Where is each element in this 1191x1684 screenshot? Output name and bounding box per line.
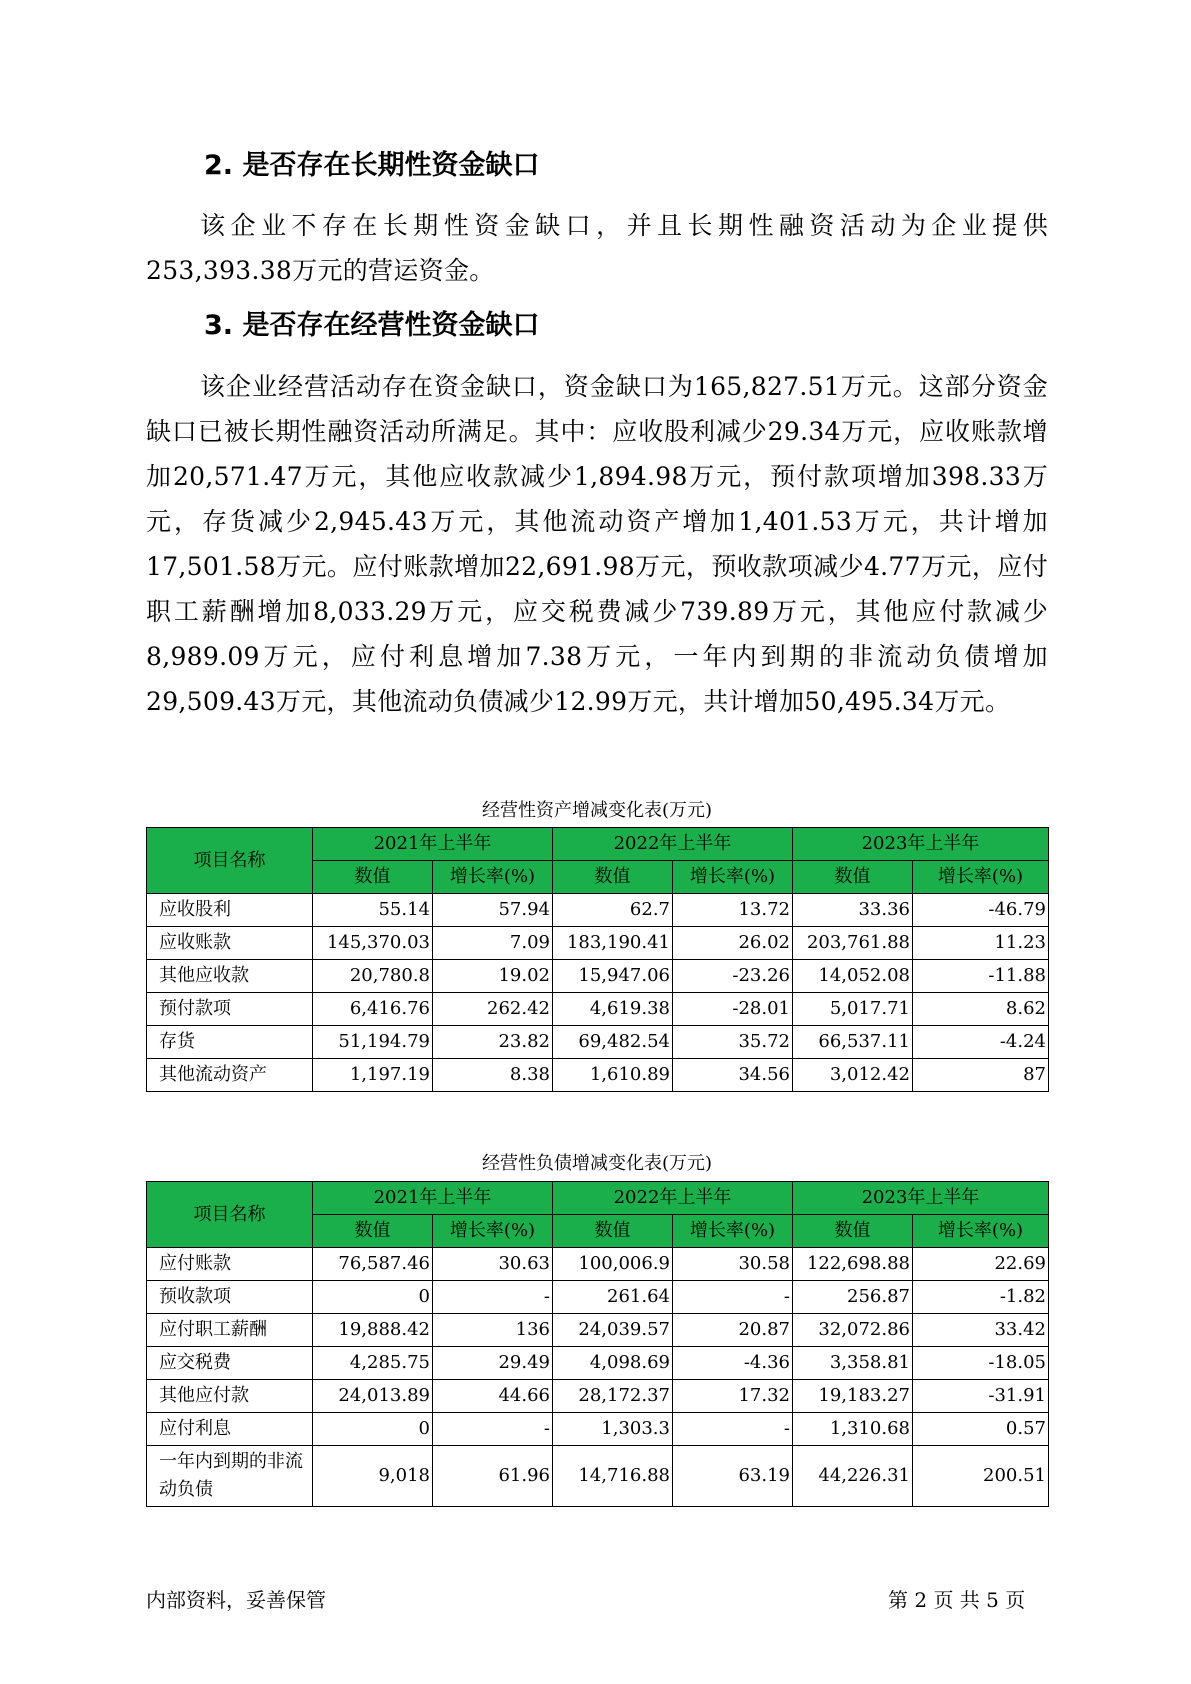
table-cell: - [433,1413,553,1446]
row-label: 应收股利 [147,894,313,927]
table-cell: 261.64 [553,1281,673,1314]
table-cell: 29.49 [433,1347,553,1380]
table-cell: -46.79 [913,894,1049,927]
table-cell: 24,013.89 [313,1380,433,1413]
table-cell: 87 [913,1059,1049,1092]
footer-page-number: 第 2 页 共 5 页 [888,1588,1026,1612]
row-label: 应交税费 [147,1347,313,1380]
table-cell: 0 [313,1413,433,1446]
column-header-item-name: 项目名称 [147,1182,313,1248]
footer-confidential-note: 内部资料，妥善保管 [146,1588,326,1612]
table-cell: 32,072.86 [793,1314,913,1347]
row-label: 其他应收款 [147,960,313,993]
row-label: 预收款项 [147,1281,313,1314]
table-cell: 100,006.9 [553,1248,673,1281]
operating-assets-table [146,827,1049,1092]
column-header-growth-rate: 增长率(%) [673,1215,793,1248]
column-header-growth-rate: 增长率(%) [913,861,1049,894]
column-header-value: 数值 [793,1215,913,1248]
row-label: 其他流动资产 [147,1059,313,1092]
row-label: 应收账款 [147,927,313,960]
table-cell: 1,197.19 [313,1059,433,1092]
column-header-growth-rate: 增长率(%) [913,1215,1049,1248]
table-row [147,894,1049,927]
table-cell: 1,310.68 [793,1413,913,1446]
table-cell: -31.91 [913,1380,1049,1413]
table-cell: 3,358.81 [793,1347,913,1380]
column-header-value: 数值 [793,861,913,894]
table-cell: 34.56 [673,1059,793,1092]
column-header-value: 数值 [553,861,673,894]
table-cell: 57.94 [433,894,553,927]
table-row [147,1026,1049,1059]
table-cell: 262.42 [433,993,553,1026]
table-cell: 4,619.38 [553,993,673,1026]
table-cell: 19,183.27 [793,1380,913,1413]
table-cell: 122,698.88 [793,1248,913,1281]
table-cell: 30.58 [673,1248,793,1281]
table-row [147,960,1049,993]
table-cell: 136 [433,1314,553,1347]
table-cell: - [433,1281,553,1314]
column-header-growth-rate: 增长率(%) [673,861,793,894]
table-cell: 5,017.71 [793,993,913,1026]
table-cell: 63.19 [673,1446,793,1507]
table-row [147,1314,1049,1347]
table-cell: 66,537.11 [793,1026,913,1059]
table-cell: 1,303.3 [553,1413,673,1446]
section-heading-operating-gap: 3. 是否存在经营性资金缺口 [204,310,540,341]
row-label: 应付账款 [147,1248,313,1281]
table-cell: -18.05 [913,1347,1049,1380]
table-cell: 14,052.08 [793,960,913,993]
row-label: 其他应付款 [147,1380,313,1413]
table-cell: 24,039.57 [553,1314,673,1347]
table-cell: 19,888.42 [313,1314,433,1347]
column-header-period: 2022年上半年 [553,828,793,861]
table-row [147,1347,1049,1380]
table-cell: 33.42 [913,1314,1049,1347]
table-cell: -4.36 [673,1347,793,1380]
table-cell: 44.66 [433,1380,553,1413]
column-header-item-name: 项目名称 [147,828,313,894]
column-header-value: 数值 [313,1215,433,1248]
table-cell: 61.96 [433,1446,553,1507]
table-cell: 44,226.31 [793,1446,913,1507]
table-cell: 20.87 [673,1314,793,1347]
table-cell: 8.38 [433,1059,553,1092]
table-cell: 28,172.37 [553,1380,673,1413]
table-caption-operating-assets: 经营性资产增减变化表(万元) [481,800,713,821]
column-header-period: 2023年上半年 [793,828,1049,861]
table-cell: 6,416.76 [313,993,433,1026]
paragraph-longterm-gap: 该企业不存在长期性资金缺口，并且长期性融资活动为企业提供253,393.38万元的营运资金。 [146,211,1048,285]
table-cell: 1,610.89 [553,1059,673,1092]
table-cell: 17.32 [673,1380,793,1413]
paragraph-operating-gap: 该企业经营活动存在资金缺口，资金缺口为165,827.51万元。这部分资金缺口已被长期性融资活动所满足。其中：应收股利减少29.34万元，应收账款增加20,571.47万元，其他应收款减少1,894.98万元，预付款项增加398.33万元，存货减少2,945.43万元，其他流动资产增加1,401.53万元，共计增加17,501.58万元。应付账款增加22,691.98万元，预收款项减少4.77万元，应付职工薪酬增加8,033.29万元，应交税费减少739.89万元，其他应付款减少8,989.09万元，应付利息增加7.38万元，一年内到期的非流动负债增加29,509.43万元，其他流动负债减少12.99万元，共计增加50,495.34万元。 [146,372,1048,716]
column-header-period: 2023年上半年 [793,1182,1049,1215]
table-cell: 14,716.88 [553,1446,673,1507]
table-cell: - [673,1413,793,1446]
table-cell: 7.09 [433,927,553,960]
table-cell: 11.23 [913,927,1049,960]
row-label: 应付职工薪酬 [147,1314,313,1347]
table-cell: -28.01 [673,993,793,1026]
table-cell: -23.26 [673,960,793,993]
table-cell: -1.82 [913,1281,1049,1314]
table-row [147,1380,1049,1413]
table-cell: 51,194.79 [313,1026,433,1059]
table-row [147,993,1049,1026]
table-cell: 4,285.75 [313,1347,433,1380]
table-cell: 35.72 [673,1026,793,1059]
column-header-value: 数值 [553,1215,673,1248]
row-label: 预付款项 [147,993,313,1026]
column-header-growth-rate: 增长率(%) [433,861,553,894]
table-cell: 8.62 [913,993,1049,1026]
table-cell: -11.88 [913,960,1049,993]
table-row [147,1413,1049,1446]
column-header-period: 2021年上半年 [313,828,553,861]
column-header-period: 2021年上半年 [313,1182,553,1215]
table-cell: 183,190.41 [553,927,673,960]
table-cell: 3,012.42 [793,1059,913,1092]
table-cell: 26.02 [673,927,793,960]
table-cell: 15,947.06 [553,960,673,993]
table-cell: 203,761.88 [793,927,913,960]
table-cell: 0 [313,1281,433,1314]
table-cell: 200.51 [913,1446,1049,1507]
table-cell: 55.14 [313,894,433,927]
table-cell: 23.82 [433,1026,553,1059]
table-cell: 9,018 [313,1446,433,1507]
table-cell: 76,587.46 [313,1248,433,1281]
row-label: 一年内到期的非流动负债 [147,1446,313,1507]
section-heading-longterm-gap: 2. 是否存在长期性资金缺口 [204,150,540,181]
row-label: 存货 [147,1026,313,1059]
table-row [147,1446,1049,1507]
table-cell: 33.36 [793,894,913,927]
table-row [147,1059,1049,1092]
row-label: 应付利息 [147,1413,313,1446]
table-cell: 69,482.54 [553,1026,673,1059]
table-cell: 0.57 [913,1413,1049,1446]
table-cell: 145,370.03 [313,927,433,960]
table-cell: 20,780.8 [313,960,433,993]
table-cell: 19.02 [433,960,553,993]
table-cell: 22.69 [913,1248,1049,1281]
table-cell: 13.72 [673,894,793,927]
table-cell: 256.87 [793,1281,913,1314]
operating-liabilities-table [146,1181,1049,1507]
table-cell: -4.24 [913,1026,1049,1059]
table-cell: 62.7 [553,894,673,927]
column-header-growth-rate: 增长率(%) [433,1215,553,1248]
table-row [147,927,1049,960]
table-caption-operating-liabilities: 经营性负债增减变化表(万元) [481,1153,713,1174]
column-header-value: 数值 [313,861,433,894]
table-cell: 4,098.69 [553,1347,673,1380]
table-cell: - [673,1281,793,1314]
table-row [147,1281,1049,1314]
table-row [147,1248,1049,1281]
table-cell: 30.63 [433,1248,553,1281]
column-header-period: 2022年上半年 [553,1182,793,1215]
